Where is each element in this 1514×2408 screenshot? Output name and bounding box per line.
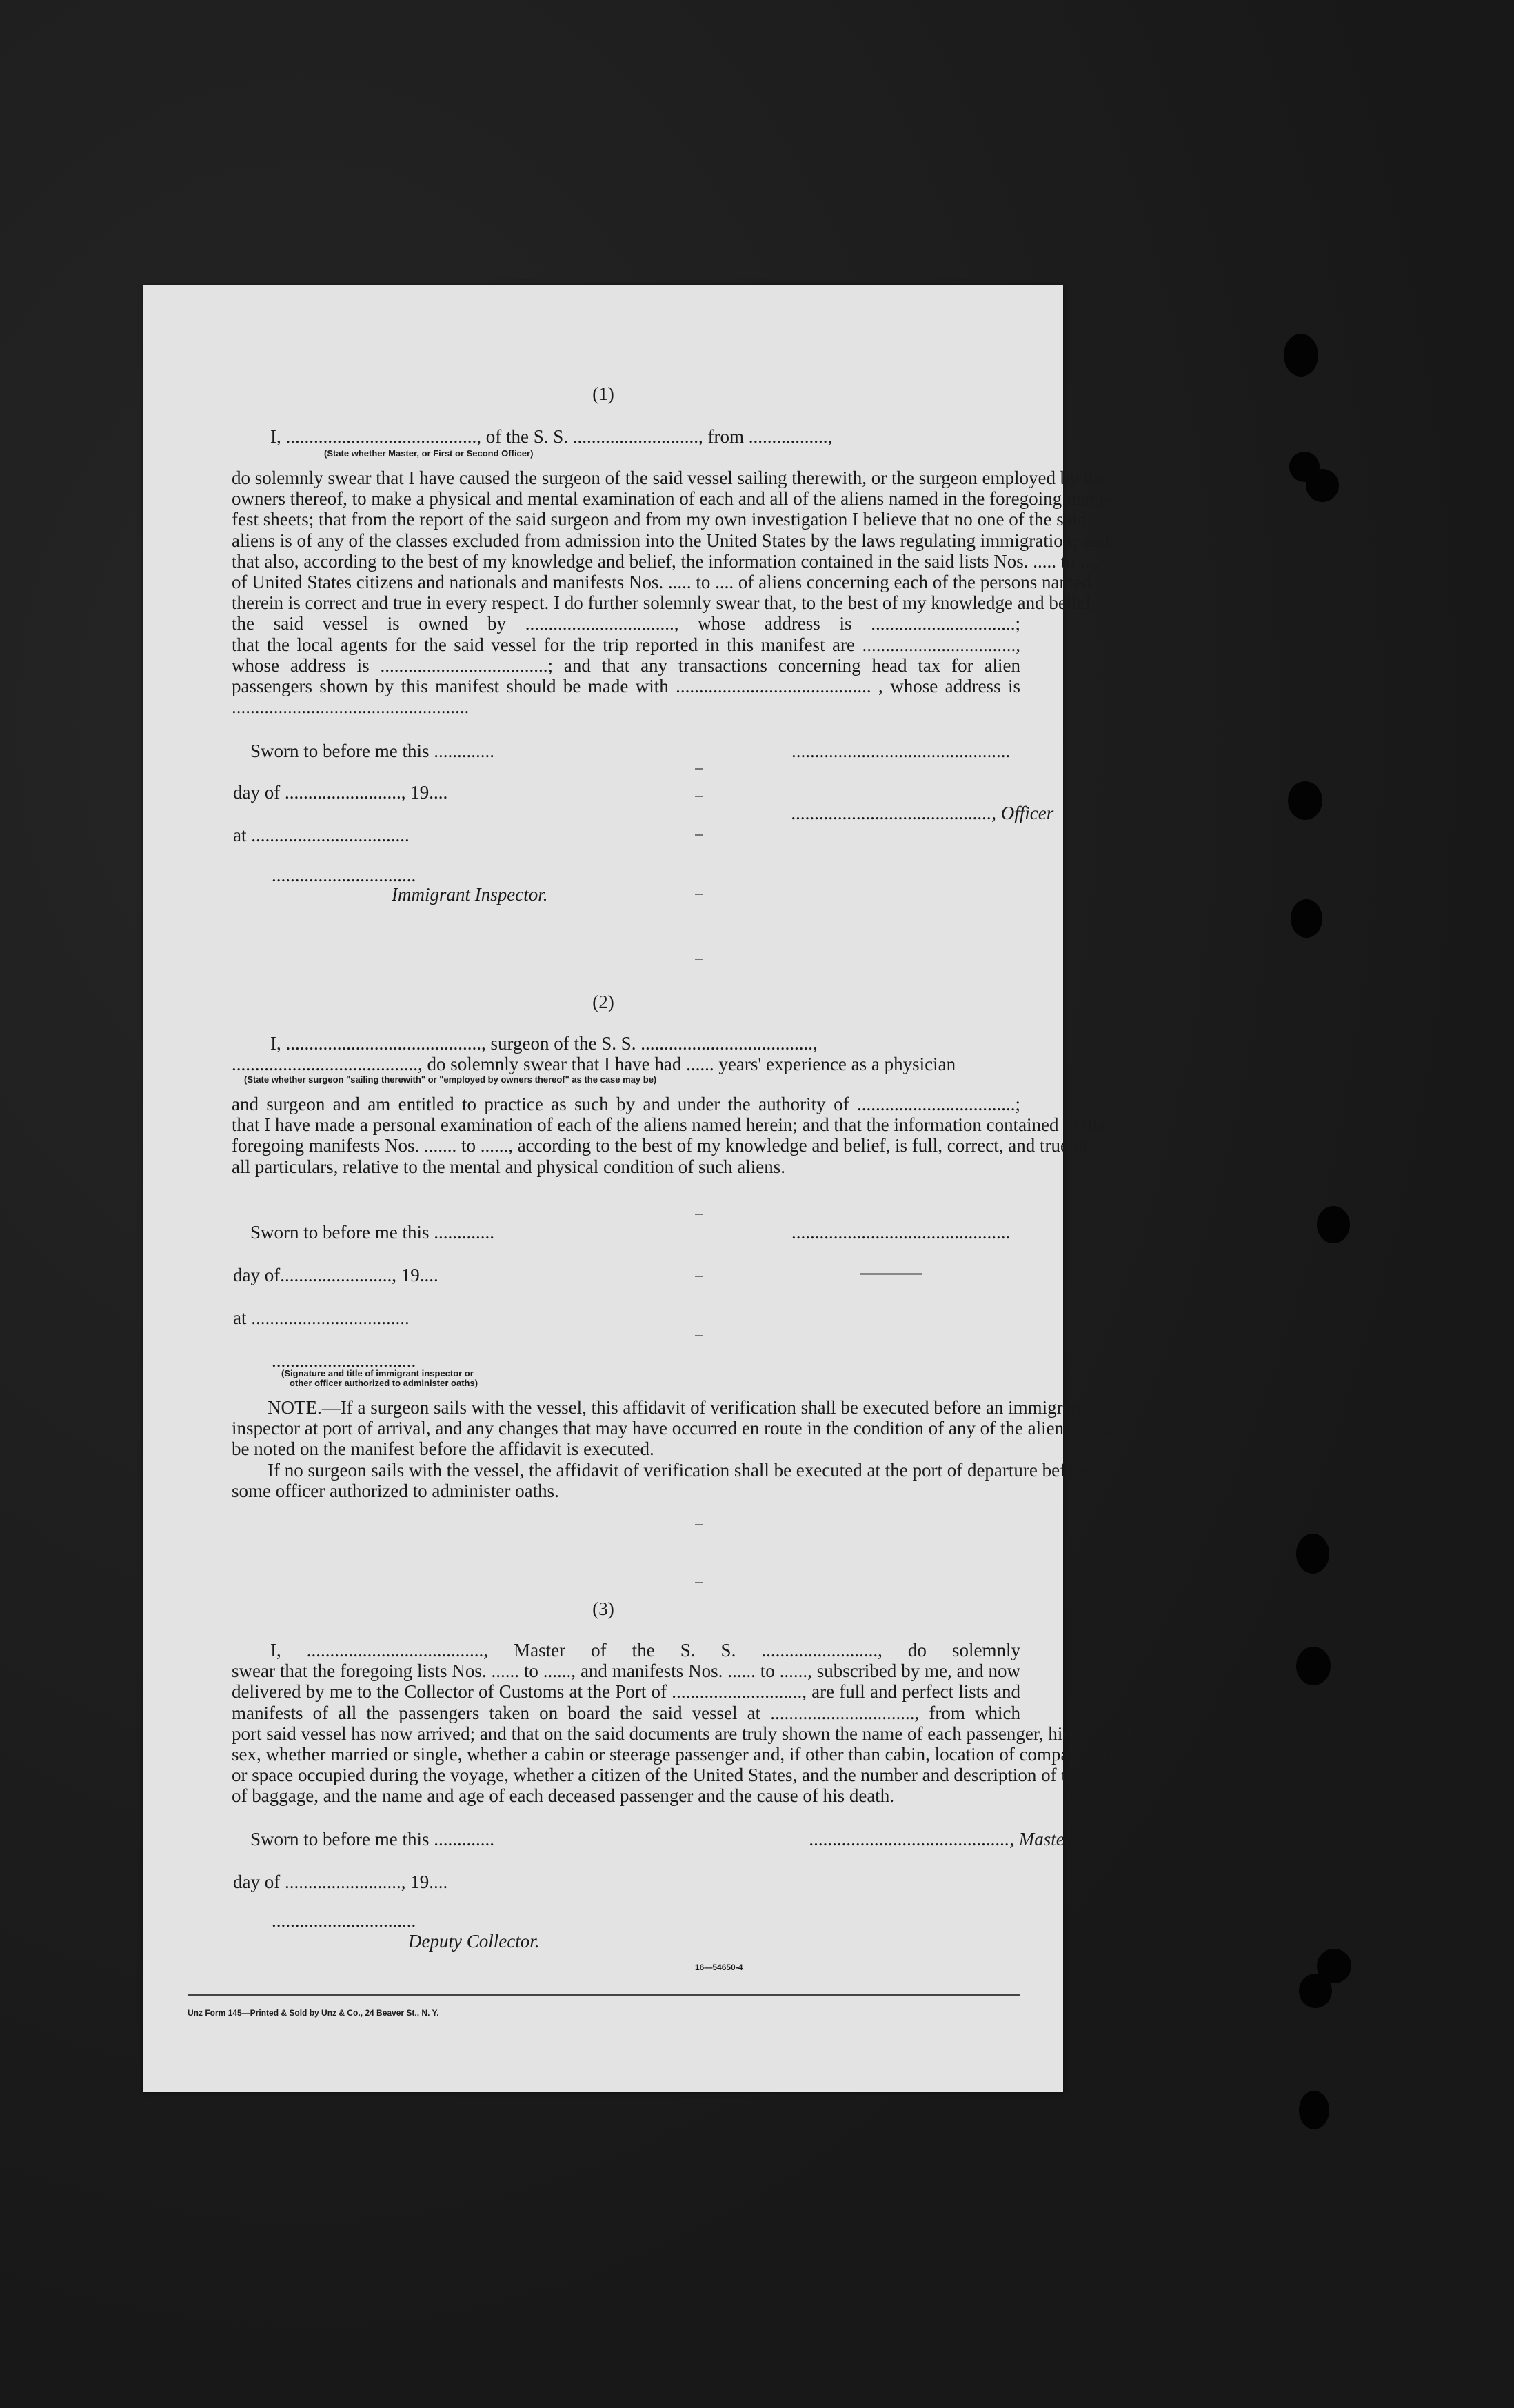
section-1-at: at ..................................: [233, 825, 410, 845]
section-1-sworn: Sworn to before me this .............: [250, 741, 494, 761]
section-3-master: ..........................................., Master: [809, 1829, 1072, 1849]
body-line: ...................................................: [232, 696, 470, 718]
divider-dash: [695, 1335, 703, 1336]
footer-rule: [188, 1994, 1020, 1996]
note-line: If no surgeon sails with the vessel, the affidavit of verification shall be executed at the port of departure before: [268, 1459, 1090, 1481]
section-2-at: at ..................................: [233, 1307, 410, 1328]
body-line: I, ......................................, Master of the S. S. ........................., do solemnly: [270, 1640, 1020, 1660]
body-line: that the local agents for the said vessel for the trip reported in this manifest are .................................,: [232, 634, 1020, 655]
section-3-body: [232, 1640, 1136, 1807]
divider-dash: [695, 834, 703, 836]
divider-dash: [695, 796, 703, 797]
divider-dash: [695, 1214, 703, 1215]
body-line: fest sheets; that from the report of the said surgeon and from my own investigation I believe that no one of the said: [232, 509, 1087, 530]
body-line: aliens is of any of the classes excluded from admission into the United States by the laws regulating immigration; and: [232, 530, 1109, 551]
body-line: foregoing manifests Nos. ....... to ......, according to the best of my knowledge and belief, is full, correct, and true in: [232, 1135, 1088, 1156]
divider-dash: [695, 1276, 703, 1277]
printer-credit: Unz Form 145—Printed & Sold by Unz & Co., 24 Beaver St., N. Y.: [188, 2008, 439, 2018]
divider-dash: [695, 959, 703, 960]
body-line: or space occupied during the voyage, whether a citizen of the United States, and the number and description of the pieces: [232, 1765, 1136, 1786]
officer-line: ..........................................., Officer: [791, 803, 1054, 823]
punch-hole: [1296, 1534, 1329, 1574]
punch-hole: [1299, 2091, 1329, 2129]
section-2-caption-1: (Signature and title of immigrant inspector or: [281, 1368, 474, 1378]
divider-dash: [695, 1582, 703, 1583]
section-1-number: (1): [592, 383, 614, 404]
section-2-oath-line-1: I, .........................................., surgeon of the S. S. .....................................,: [270, 1033, 818, 1054]
body-line: the said vessel is owned by ................................, whose address is ...............................;: [232, 613, 1020, 634]
punch-hole: [1291, 899, 1322, 938]
manifest-affidavit-page: [143, 285, 1136, 2092]
divider-dash: [695, 1524, 703, 1525]
section-3-collector-dots: ...............................: [272, 1910, 416, 1931]
form-code: 16—54650-4: [695, 1963, 743, 1972]
punch-hole: [1306, 469, 1339, 502]
punch-hole: [1284, 334, 1318, 377]
note-line: be noted on the manifest before the affidavit is executed.: [232, 1438, 654, 1460]
body-line: passengers shown by this manifest should be made with .......................................... , whose address is: [232, 676, 1020, 697]
pencil-mark: [860, 1273, 922, 1275]
section-1-oath-caption: (State whether Master, or First or Second Officer): [324, 448, 534, 459]
section-3-sworn: Sworn to before me this .............: [250, 1829, 494, 1849]
punch-hole: [1317, 1206, 1350, 1243]
note-line: some officer authorized to administer oaths.: [232, 1480, 559, 1501]
section-2-signature-dots: ...............................: [272, 1350, 416, 1371]
body-line: whose address is ....................................; and that any transactions concerning head tax for alien: [232, 654, 1020, 676]
body-line: of United States citizens and nationals and manifests Nos. ..... to .... of aliens concerning each of the persons named: [232, 572, 1091, 593]
body-line: all particulars, relative to the mental and physical condition of such aliens.: [232, 1156, 785, 1177]
body-line: delivered by me to the Collector of Customs at the Port of ............................, are full and perfect lists and: [232, 1681, 1020, 1703]
section-3-number: (3): [592, 1598, 614, 1619]
section-1-officer: [791, 803, 1053, 823]
section-2-body: [232, 1094, 1106, 1177]
note-line: inspector at port of arrival, and any changes that may have occurred en route in the condition of any of the aliens must: [232, 1418, 1112, 1439]
section-1-signature-line: ...............................................: [791, 741, 1011, 761]
divider-dash: [695, 894, 703, 895]
note-line: NOTE.—If a surgeon sails with the vessel, this affidavit of verification shall be executed before an immigrant: [268, 1397, 1086, 1418]
body-line: that I have made a personal examination of each of the aliens named herein; and that the information contained in the: [232, 1114, 1106, 1136]
section-2-caption-2: other officer authorized to administer oaths): [290, 1378, 478, 1388]
body-line: of baggage, and the name and age of each deceased passenger and the cause of his death.: [232, 1785, 895, 1807]
section-1-body: [232, 468, 1110, 718]
section-3-day: day of ........................., 19....: [233, 1872, 448, 1892]
punch-hole: [1288, 781, 1322, 820]
body-line: do solemnly swear that I have caused the surgeon of the said vessel sailing therewith, or the surgeon employed by the: [232, 468, 1107, 488]
punch-hole: [1299, 1974, 1332, 2008]
body-line: owners thereof, to make a physical and mental examination of each and all of the aliens named in the foregoing mani-: [232, 488, 1110, 510]
section-2-note: [232, 1397, 1112, 1501]
body-line: and surgeon and am entitled to practice as such by and under the authority of ..................................;: [232, 1094, 1020, 1114]
section-2-number: (2): [592, 992, 614, 1012]
section-1-inspector: Immigrant Inspector.: [392, 884, 548, 905]
section-2-signature-line: ...............................................: [791, 1222, 1011, 1243]
punch-hole: [1296, 1647, 1331, 1685]
section-2-oath-caption: (State whether surgeon "sailing therewith" or "employed by owners thereof" as the case may be): [244, 1074, 657, 1085]
divider-dash: [695, 768, 703, 770]
section-1-inspector-dots: ...............................: [272, 865, 416, 885]
section-1-day: day of ........................., 19....: [233, 782, 448, 803]
section-2-oath-line-2: ........................................, do solemnly swear that I have had ...... years' experience as a physician: [232, 1054, 956, 1074]
body-line: port said vessel has now arrived; and that on the said documents are truly shown the name of each passenger, his age and: [232, 1723, 1132, 1744]
body-line: that also, according to the best of my knowledge and belief, the information contained in the said lists Nos. ..... to ....: [232, 550, 1099, 572]
body-line: manifests of all the passengers taken on board the said vessel at ..............................., from which: [232, 1702, 1020, 1723]
section-3-collector: Deputy Collector.: [408, 1931, 540, 1952]
body-line: swear that the foregoing lists Nos. ...... to ......, and manifests Nos. ...... to ......, subscribed by me, and now: [232, 1660, 1020, 1682]
section-2-sworn: Sworn to before me this .............: [250, 1222, 494, 1243]
body-line: sex, whether married or single, whether a cabin or steerage passenger and, if other than cabin, location of compartment: [232, 1744, 1118, 1765]
section-1-oath-line: I, ........................................., of the S. S. ..........................., from .................,: [270, 426, 833, 447]
body-line: therein is correct and true in every respect. I do further solemnly swear that, to the best of my knowledge and belief,: [232, 592, 1096, 614]
section-2-day: day of........................, 19....: [233, 1265, 438, 1285]
